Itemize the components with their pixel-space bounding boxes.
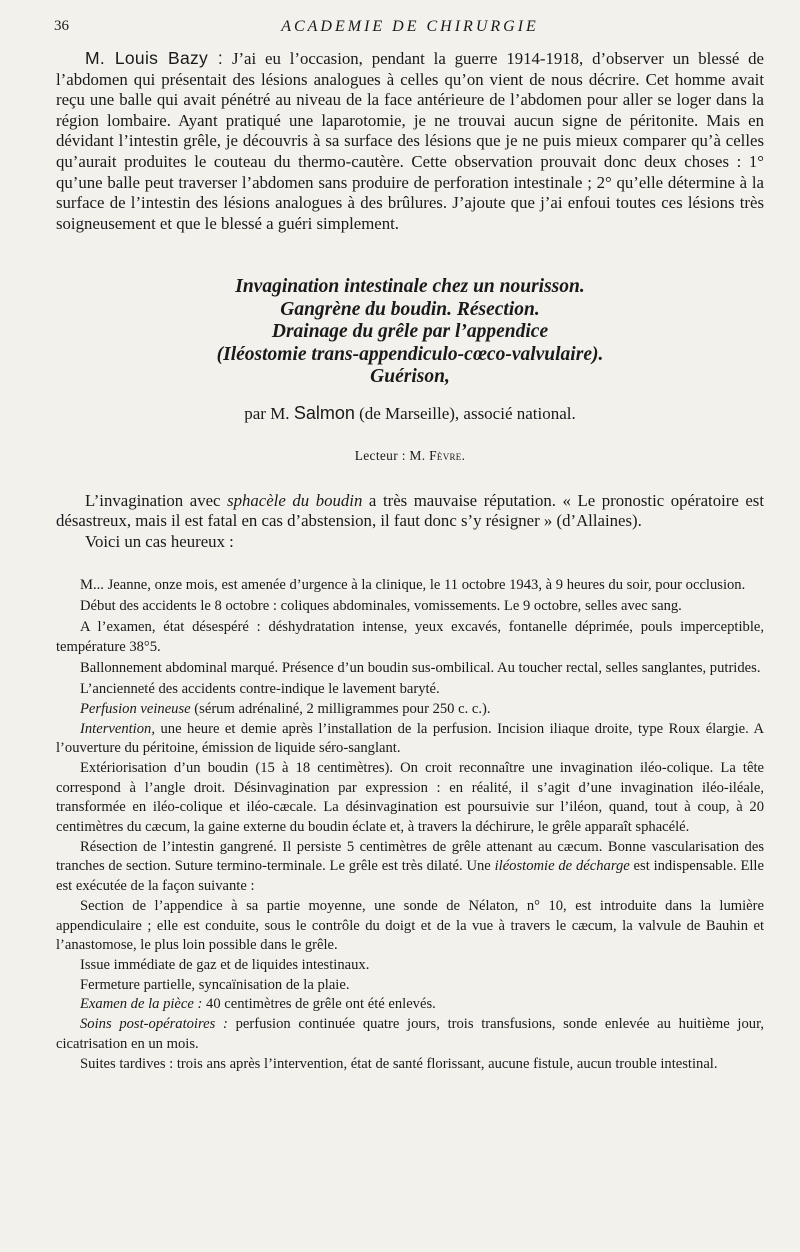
case-text: une heure et demie après l’installation de la perfusion. Incision iliaque droite, type Roux élargie. A l’ouverture du péritoine, émission de liquide séro-sanglant.: [56, 720, 764, 757]
case-paragraph: [56, 1015, 764, 1054]
case-paragraph: [56, 995, 764, 1015]
author-name: Salmon: [293, 402, 355, 423]
case-paragraph: Suites tardives : trois ans après l’intervention, état de santé florissant, aucune fistule, aucun trouble intestinal.: [80, 1055, 718, 1072]
running-header: [56, 14, 764, 40]
intro-emphasis: sphacèle du boudin: [227, 490, 363, 510]
title-line-3: Drainage du grêle par l’appendice: [271, 321, 549, 343]
article-title: [56, 276, 764, 389]
byline-prefix: par M.: [244, 403, 290, 423]
bazy-text: J’ai eu l’occasion, pendant la guerre 1914-1918, d’observer un blessé de l’abdomen qui présentait des lésions analogues à celles qu’on vient de nous décrire. Cet homme avait reçu une balle qui avait pénétré au niveau de la face antérieure de l’abdomen pour aller se loger dans la région lombaire. Ayant pratiqué une laparotomie, je ne trouvai aucun signe de péritonite. Mais en dévidant l’intestin grêle, je découvris à sa surface des lésions que je ne puis mieux comparer qu’à celles qu’aurait produites le couteau du thermo-cautère. Cette observation prouvait donc deux choses : 1° qu’une balle peut traverser l’abdomen sans produire de perforation intestinale ; 2° qu’elle détermine à la surface de l’intestin des lésions analogues à des brûlures. J’ajoute que j’ai enfoui toutes ces lésions très soigneusement et que le blessé a guéri simplement.: [56, 49, 764, 233]
case-paragraph: [56, 720, 764, 759]
case-paragraph: Fermeture partielle, syncaïnisation de la plaie.: [80, 976, 350, 993]
case-paragraph: Ballonnement abdominal marqué. Présence d’un boudin sus-ombilical. Au toucher rectal, selles sanglantes, putrides.: [80, 659, 761, 676]
case-paragraph: Section de l’appendice à sa partie moyenne, une sonde de Nélaton, n° 10, est introduite dans la lumière appendiculaire ; elle est conduite, sous le contrôle du doigt et de la vue à travers le cæcum, la valvule de Bauhin et l’anastomose, le plus loin possible dans le grêle.: [56, 897, 764, 954]
case-emphasis: iléostomie de décharge: [494, 858, 630, 875]
bazy-paragraph: [56, 48, 764, 234]
case-emphasis: Intervention,: [80, 720, 155, 737]
case-paragraph: Début des accidents le 8 octobre : coliques abdominales, vomissements. Le 9 octobre, selles avec sang.: [80, 597, 682, 614]
speaker-name: M. Louis Bazy :: [85, 48, 224, 68]
case-paragraph: [56, 838, 764, 897]
case-text: perfusion continuée quatre jours, trois transfusions, sonde enlevée au huitième jour, cicatrisation en un mois.: [56, 1016, 764, 1052]
title-line-4: (Iléostomie trans-appendiculo-cœco-valvulaire).: [216, 343, 604, 365]
intro-text-a: L’invagination avec: [85, 490, 221, 510]
intro-section: [56, 491, 764, 553]
reader-name: Fèvre.: [429, 447, 466, 463]
case-report: [56, 576, 764, 1075]
intro-text-b: a très mauvaise réputation. « Le pronostic opératoire est désastreux, mais il est fatal en cas d’abstension, il faut donc s’y résigner » (d’Allaines).: [56, 490, 764, 531]
reader-label: Lecteur : M.: [354, 447, 426, 463]
case-emphasis: Examen de la pièce :: [80, 996, 203, 1013]
case-paragraph: A l’examen, état désespéré : déshydratation intense, yeux excavés, fontanelle déprimée, pouls imperceptible, température 38°5.: [56, 619, 764, 655]
title-line-1: Invagination intestinale chez un nourisson.: [235, 276, 585, 298]
case-text: Résection de l’intestin gangrené. Il persiste 5 centimètres de grêle attenant au cæcum. Bonne vascularisation des tranches de section. Suture termino-terminale. Le grêle est très dilaté. Une: [56, 838, 764, 875]
case-paragraph: Extériorisation d’un boudin (15 à 18 centimètres). On croit reconnaître une invagination iléo-colique. La tête correspond à l’angle droit. Désinvagination par expression : en réalité, il s’agit d’une invagination iléo-iléale, transformée en iléo-colique et iléo-cæcale. La désinvagination est poursuivie sur l’iléon, quand, tout à coup, à 20 centimètres du cæcum, la gaine externe du boudin éclate et, à travers la déchirure, le grêle apparaît sphacélé.: [56, 759, 764, 836]
bazy-comment: [56, 48, 764, 234]
case-paragraph: [56, 700, 764, 720]
case-emphasis: Perfusion veineuse: [80, 700, 191, 717]
case-emphasis: Soins post-opératoires :: [80, 1016, 228, 1033]
case-paragraph: L’ancienneté des accidents contre-indique le lavement baryté.: [80, 681, 440, 698]
case-paragraph: M... Jeanne, onze mois, est amenée d’urgence à la clinique, le 11 octobre 1943, à 9 heures du soir, pour occlusion.: [80, 576, 746, 593]
byline: [56, 403, 764, 424]
title-line-5: Guérison,: [370, 366, 450, 388]
case-text: est indispensable. Elle est exécutée de la façon suivante :: [56, 858, 764, 895]
reader-line: [56, 448, 764, 464]
intro-paragraph: [56, 491, 764, 532]
title-line-2: Gangrène du boudin. Résection.: [280, 298, 540, 320]
case-paragraph: Issue immédiate de gaz et de liquides intestinaux.: [80, 956, 370, 973]
page-number: 36: [54, 18, 69, 34]
case-text: 40 centimètres de grêle ont été enlevés.: [206, 996, 436, 1013]
byline-suffix: (de Marseille), associé national.: [359, 403, 576, 423]
journal-title: ACADEMIE DE CHIRURGIE: [281, 18, 539, 35]
case-text: (sérum adrénaliné, 2 milligrammes pour 250 c. c.).: [194, 700, 491, 717]
intro-paragraph-2: Voici un cas heureux :: [85, 532, 234, 552]
